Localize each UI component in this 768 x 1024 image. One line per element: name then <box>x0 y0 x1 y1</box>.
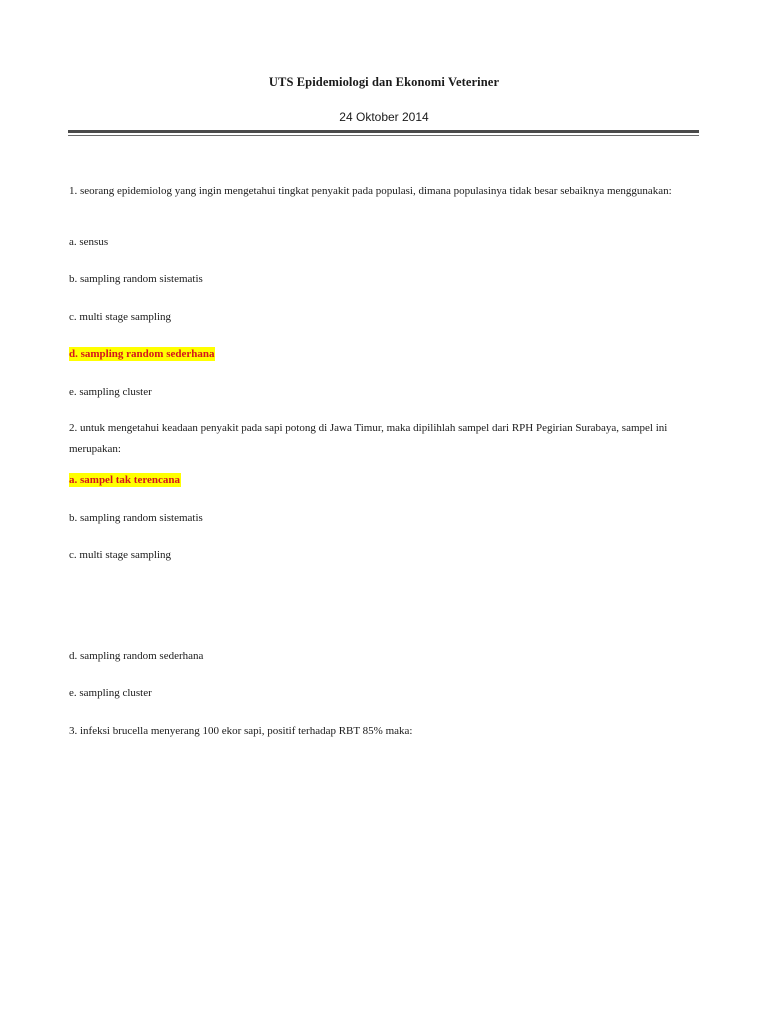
question-1-option-e: e. sampling cluster <box>69 386 152 398</box>
document-date: 24 Oktober 2014 <box>339 110 429 124</box>
question-2-option-b: b. sampling random sistematis <box>69 512 203 524</box>
document-title: UTS Epidemiologi dan Ekonomi Veteriner <box>268 75 500 89</box>
question-2-option-e: e. sampling cluster <box>69 687 152 699</box>
question-1-option-a: a. sensus <box>69 236 109 248</box>
question-2-text: 2. untuk mengetahui keadaan penyakit pada sapi potong di Jawa Timur, maka dipilihlah sampel dari RPH Pegirian Surabaya, sampel ini merupakan: <box>69 422 668 455</box>
question-1-option-b: b. sampling random sistematis <box>69 273 203 285</box>
header-divider-thin <box>68 135 699 136</box>
question-2-option-a-highlighted: a. sampel tak terencana <box>69 474 181 486</box>
question-1-option-d-highlighted: d. sampling random sederhana <box>69 348 215 360</box>
question-1-option-c: c. multi stage sampling <box>69 311 172 323</box>
question-2-option-d: d. sampling random sederhana <box>69 650 204 662</box>
question-2-option-c: c. multi stage sampling <box>69 549 172 561</box>
question-1-text: 1. seorang epidemiolog yang ingin mengetahui tingkat penyakit pada populasi, dimana populasinya tidak besar sebaiknya menggunakan: <box>69 185 672 197</box>
header-divider-thick <box>68 130 699 133</box>
question-3-text: 3. infeksi brucella menyerang 100 ekor sapi, positif terhadap RBT 85% maka: <box>69 725 413 737</box>
